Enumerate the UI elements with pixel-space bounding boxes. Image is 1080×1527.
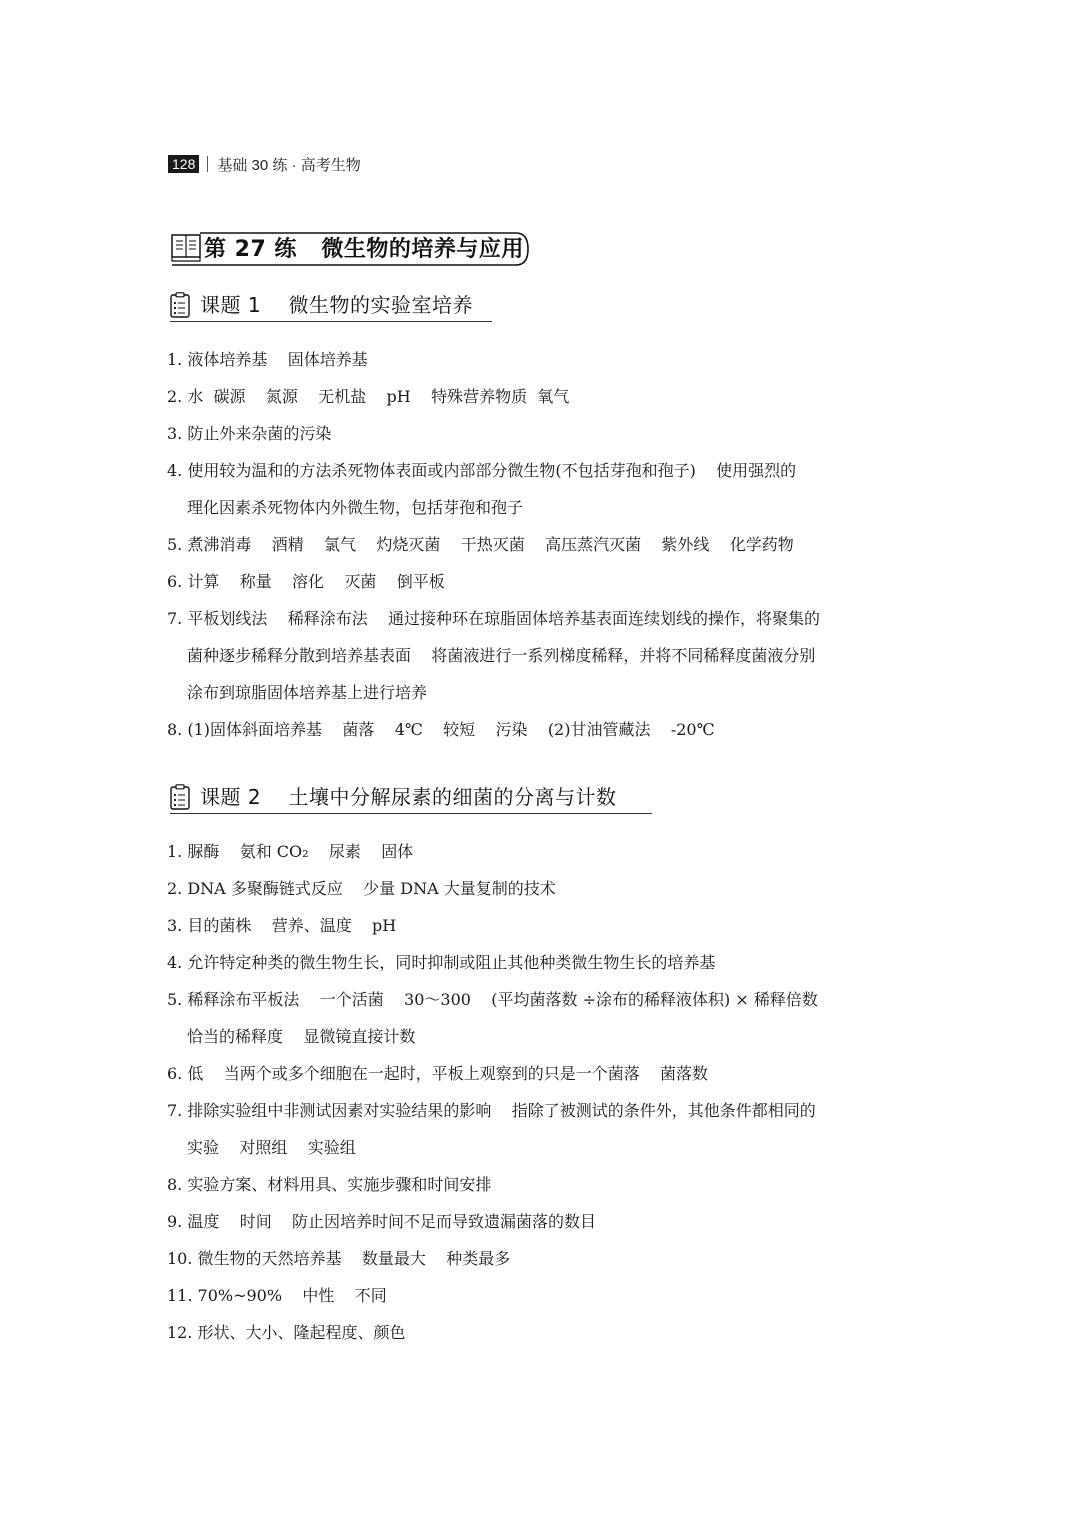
answer-item: 5. 稀释涂布平板法 一个活菌 30～300 (平均菌落数 ÷涂布的稀释液体积) × 稀释倍数 bbox=[167, 990, 818, 1009]
answer-continuation-text: 理化因素杀死物体内外微生物，包括芽孢和孢子 bbox=[187, 498, 524, 517]
answer-item: 12. 形状、大小、隆起程度、颜色 bbox=[167, 1323, 406, 1342]
answer-item: 9. 温度 时间 防止因培养时间不足而导致遗漏菌落的数目 bbox=[167, 1212, 597, 1231]
answer-item: 11. 70%~90% 中性 不同 bbox=[167, 1286, 387, 1305]
lesson-2-heading bbox=[170, 780, 652, 814]
book-title: 基础 30 练 · 高考生物 bbox=[217, 156, 361, 174]
answer-item: 5. 煮沸消毒 酒精 氯气 灼烧灭菌 干热灭菌 高压蒸汽灭菌 紫外线 化学药物 bbox=[167, 535, 794, 554]
answer-item: 1. 液体培养基 固体培养基 bbox=[167, 350, 368, 369]
answer-item: 4. 使用较为温和的方法杀死物体表面或内部部分微生物(不包括芽孢和孢子) 使用强烈的 bbox=[167, 461, 797, 480]
lesson-1-heading bbox=[170, 288, 492, 322]
page-header bbox=[168, 153, 361, 175]
header-divider bbox=[207, 156, 208, 172]
answer-item: 2. 水 碳源 氮源 无机盐 pH 特殊营养物质 氧气 bbox=[167, 387, 570, 406]
answer-continuation-text: 实验 对照组 实验组 bbox=[187, 1138, 356, 1157]
answer-item-continuation bbox=[167, 1018, 927, 1055]
clipboard-icon bbox=[170, 292, 190, 318]
answer-item: 3. 防止外来杂菌的污染 bbox=[167, 424, 332, 443]
answer-item-continuation bbox=[167, 489, 927, 526]
lesson-2-title: 课题 2 土壤中分解尿素的细菌的分离与计数 bbox=[200, 785, 617, 809]
answer-item: 7. 排除实验组中非测试因素对实验结果的影响 指除了被测试的条件外，其他条件都相同的 bbox=[167, 1101, 816, 1120]
answer-item: 6. 低 当两个或多个细胞在一起时，平板上观察到的只是一个菌落 菌落数 bbox=[167, 1064, 709, 1083]
chapter-title: 第 27 练 微生物的培养与应用 bbox=[204, 237, 524, 262]
answer-item: 1. 脲酶 氨和 CO₂ 尿素 固体 bbox=[167, 842, 414, 861]
answer-item-continuation bbox=[167, 1129, 927, 1166]
lesson-2-answers bbox=[167, 833, 927, 1351]
page-number: 128 bbox=[168, 155, 199, 173]
answer-item: 7. 平板划线法 稀释涂布法 通过接种环在琼脂固体培养基表面连续划线的操作，将聚集的 bbox=[167, 609, 821, 628]
answer-item: 4. 允许特定种类的微生物生长，同时抑制或阻止其他种类微生物生长的培养基 bbox=[167, 953, 716, 972]
lesson-2-underline bbox=[170, 813, 652, 814]
answer-item-continuation bbox=[167, 674, 927, 711]
answer-item: 8. 实验方案、材料用具、实施步骤和时间安排 bbox=[167, 1175, 492, 1194]
answer-continuation-text: 涂布到琼脂固体培养基上进行培养 bbox=[187, 683, 428, 702]
answer-continuation-text: 菌种逐步稀释分散到培养基表面 将菌液进行一系列梯度稀释，并将不同稀释度菌液分别 bbox=[187, 646, 816, 665]
answer-item: 6. 计算 称量 溶化 灭菌 倒平板 bbox=[167, 572, 445, 591]
answer-continuation-text: 恰当的稀释度 显微镜直接计数 bbox=[187, 1027, 416, 1046]
answer-item: 10. 微生物的天然培养基 数量最大 种类最多 bbox=[167, 1249, 511, 1268]
clipboard-icon bbox=[170, 784, 190, 810]
chapter-heading bbox=[170, 229, 530, 267]
answer-item-continuation bbox=[167, 637, 927, 674]
lesson-1-answers bbox=[167, 341, 927, 748]
lesson-1-underline bbox=[170, 321, 492, 322]
answer-item: 3. 目的菌株 营养、温度 pH bbox=[167, 916, 397, 935]
answer-item: 8. (1)固体斜面培养基 菌落 4℃ 较短 污染 (2)甘油管藏法 -20℃ bbox=[167, 720, 715, 739]
answer-item: 2. DNA 多聚酶链式反应 少量 DNA 大量复制的技术 bbox=[167, 879, 556, 898]
lesson-1-title: 课题 1 微生物的实验室培养 bbox=[200, 293, 474, 317]
open-book-icon bbox=[172, 235, 200, 261]
